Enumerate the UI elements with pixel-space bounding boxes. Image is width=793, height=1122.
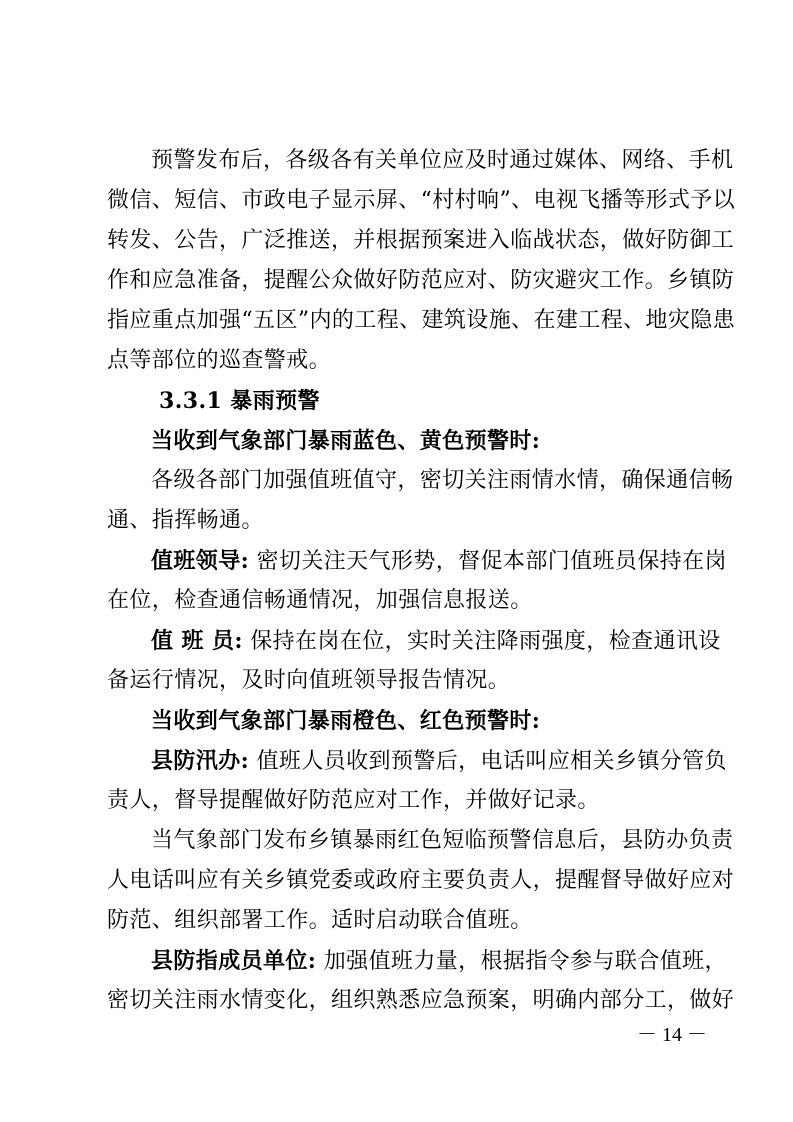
section-heading [107,381,695,421]
line-text: 各级各部门加强值班值守，密切关注雨情水情，确保通信畅 [151,468,734,493]
text-line [107,221,735,261]
text-line [107,341,695,381]
line-text: 值班人员收到预警后，电话叫应相关乡镇分管负 [249,749,727,774]
text-line [107,701,695,741]
text-line [107,461,734,501]
text-line [107,621,721,661]
text-line [107,741,727,781]
line-text: 责人，督导提醒做好防范应对工作，并做好记录。 [107,788,600,813]
text-line [107,661,695,701]
text-line [107,781,695,821]
line-text: 密切关注天气形势，督促本部门值班员保持在岗 [249,549,727,574]
line-text: 备运行情况，及时向值班领导报告情况。 [107,668,511,693]
bold-lead: 当收到气象部门暴雨蓝色、黄色预警时: [151,428,541,454]
text-line [107,501,695,541]
text-line [107,901,695,941]
line-text: 转发、公告，广泛推送，并根据预案进入临战状态，做好防御工 [107,228,735,253]
line-text: 预警发布后，各级各有关单位应及时通过媒体、网络、手机 [151,148,734,173]
line-text: 通、指挥畅通。 [107,508,264,533]
page-number: － 14 － [637,1024,707,1046]
line-text: 当气象部门发布乡镇暴雨红色短临预警信息后，县防办负责 [151,828,734,853]
text-line [107,301,736,341]
text-line [107,421,695,461]
line-text: 人电话叫应有关乡镇党委或政府主要负责人，提醒督导做好应对 [107,868,735,893]
line-text: 作和应急准备，提醒公众做好防范应对、防灾避灾工作。乡镇防 [107,268,735,293]
line-text: 在位，检查通信畅通情况，加强信息报送。 [107,588,533,613]
bold-lead: 值班领导: [151,548,250,574]
line-text: 密切关注雨水情变化，组织熟悉应急预案，明确内部分工，做好 [107,988,735,1013]
text-line [107,581,695,621]
line-text: 加强值班力量，根据指令参与联合值班， [316,949,727,974]
line-text: 指应重点加强“五区”内的工程、建筑设施、在建工程、地灾隐患 [107,308,736,333]
bold-lead: 县防指成员单位: [151,948,317,974]
text-line [107,941,727,981]
text-line [107,181,736,221]
bold-lead: 县防汛办: [151,748,250,774]
bold-lead: 当收到气象部门暴雨橙色、红色预警时: [151,708,541,734]
text-line [107,821,734,861]
text-line [107,141,734,181]
text-line [107,981,735,1021]
line-text: 保持在岗在位，实时关注降雨强度，检查通讯设 [242,629,721,654]
line-text: 3.3.1 暴雨预警 [159,388,320,414]
bold-lead: 值 班 员: [151,628,243,654]
line-text: 防范、组织部署工作。适时启动联合值班。 [107,908,533,933]
line-text: 微信、短信、市政电子显示屏、“村村响”、电视飞播等形式予以 [107,188,736,213]
document-body [107,141,736,1021]
text-line [107,861,735,901]
line-text: 点等部位的巡查警戒。 [107,348,332,373]
text-line [107,261,735,301]
text-line [107,541,727,581]
